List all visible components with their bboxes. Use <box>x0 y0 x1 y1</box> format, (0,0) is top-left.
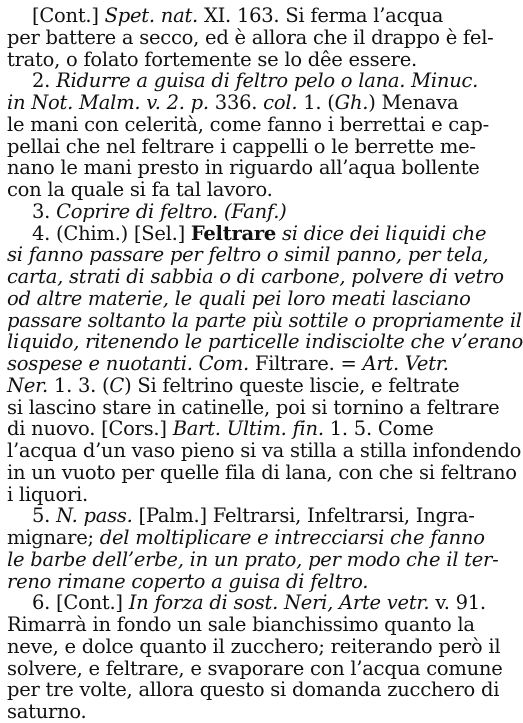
text-run: nano le mani presto in riguardo all’aqua bollente <box>7 156 480 180</box>
text-run: mignare; <box>7 526 100 549</box>
text-run: i liquori. <box>7 482 88 506</box>
text-line <box>0 201 472 223</box>
text-run: saturno. <box>7 700 87 723</box>
text-run: 5. <box>32 504 57 528</box>
text-line <box>0 375 472 397</box>
entry-text <box>0 4 523 723</box>
text-line <box>0 484 472 506</box>
text-run: 1. 3. ( <box>47 373 110 397</box>
italic-run: passare soltanto la parte più sottile o propriamente il <box>7 308 522 332</box>
text-run: v. 91. <box>429 591 486 615</box>
text-run: 6. [Cont.] <box>32 591 129 615</box>
text-line <box>0 504 475 528</box>
text-run: di nuovo. [Cors.] <box>7 417 173 441</box>
text-run: solvere, e feltrare, e svaporare con l’acqua comune <box>7 656 503 680</box>
text-line <box>0 571 472 593</box>
text-run: per battere a secco, ed è allora che il drappo è fel- <box>7 25 494 49</box>
text-run: le mani con celerità, come fanno i berrettai e cap- <box>7 112 489 136</box>
text-run: 336. <box>208 91 264 114</box>
text-line <box>0 330 523 354</box>
text-line <box>0 701 472 723</box>
text-run: in un vuoto per quelle fila di lana, con che si feltrano <box>7 460 517 484</box>
headword: Feltrare <box>190 221 277 245</box>
italic-run: Coprire di feltro. (Fanf.) <box>56 199 287 223</box>
text-run: trato, o folato fortemente se lo dêe essere. <box>7 47 417 71</box>
text-run: [Palm.] Feltrarsi, Infeltrarsi, Ingra- <box>132 504 475 528</box>
text-line <box>0 353 472 375</box>
italic-run: Spet. nat. <box>104 4 199 27</box>
text-line <box>0 243 489 267</box>
text-line <box>0 591 486 615</box>
text-line <box>0 5 472 27</box>
text-line <box>0 634 501 658</box>
text-run: XI. 163. Si ferma l’acqua <box>198 4 444 27</box>
italic-run: in Not. Malm. v. 2. p. <box>7 91 209 114</box>
text-line <box>0 25 494 49</box>
italic-run: Art. Vetr. <box>362 352 449 375</box>
text-line <box>0 613 475 636</box>
text-line <box>0 418 472 440</box>
text-line <box>0 265 504 288</box>
italic-run: si dice dei liquidi che <box>276 221 487 245</box>
text-run: pellai che nel feltrare i cappelli o le berrette me- <box>7 134 476 158</box>
text-line <box>0 179 472 201</box>
text-line <box>0 395 500 419</box>
italic-run: carta, strati di sabbia o di carbone, polvere di vetro <box>7 265 504 288</box>
italic-run: Bart. Ultim. fin. <box>172 417 324 441</box>
text-line <box>0 308 522 332</box>
text-line <box>0 678 500 702</box>
text-run: [Cont.] <box>32 4 105 27</box>
italic-run: Ner. <box>7 373 48 397</box>
text-line <box>0 439 522 462</box>
text-line <box>0 656 503 680</box>
text-line <box>0 92 472 114</box>
text-line <box>0 288 472 310</box>
text-run: si lascino stare in catinelle, poi si tornino a feltrare <box>7 395 500 419</box>
text-run: Filtrare. = <box>248 352 363 375</box>
italic-run: sospese e nuotanti. Com. <box>7 352 249 375</box>
text-run: con la quale si fa tal lavoro. <box>7 178 273 201</box>
text-run: 1. 5. Come <box>323 417 434 441</box>
text-run: 3. <box>32 199 57 223</box>
italic-run: C <box>109 373 125 397</box>
text-line <box>0 69 479 93</box>
text-line <box>0 134 476 158</box>
italic-run: Gh. <box>334 91 369 114</box>
italic-run: reno rimane coperto a guisa di feltro. <box>7 569 369 593</box>
italic-run: del moltiplicare e intrecciarsi che fanno <box>99 526 485 549</box>
italic-run: liquido, ritenendo le particelle indisciolte che v’erano <box>7 330 523 354</box>
italic-run: od altre materie, le quali pei loro meati lasciano <box>7 286 471 310</box>
text-line <box>0 547 499 571</box>
text-line <box>0 526 485 549</box>
text-run: l’acqua d’un vaso pieno si va stilla a stilla infondendo <box>7 439 522 462</box>
text-run: neve, e dolce quanto il zucchero; reiterando però il <box>7 634 501 658</box>
text-run: 2. <box>32 69 57 93</box>
italic-run: si fanno passare per feltro o simil panno, per tela, <box>7 243 489 267</box>
italic-run: col. <box>263 91 298 114</box>
text-run: Rimarrà in fondo un sale bianchissimo quanto la <box>7 613 475 636</box>
text-line <box>0 221 487 245</box>
italic-run: N. pass. <box>56 504 133 528</box>
text-line <box>0 112 489 136</box>
italic-run: le barbe dell’erbe, in un prato, per modo che il ter- <box>7 547 499 571</box>
text-run: per tre volte, allora questo si domanda zucchero di <box>7 678 500 702</box>
text-run: 4. (Chim.) [Sel.] <box>32 221 191 245</box>
text-line <box>0 156 480 180</box>
italic-run: In forza di sost. Neri, Arte vetr. <box>128 591 430 615</box>
text-run: ) Si feltrino queste liscie, e feltrate <box>124 373 460 397</box>
italic-run: Ridurre a guisa di feltro pelo o lana. Minuc. <box>56 69 479 93</box>
text-run: 1. ( <box>297 91 335 114</box>
text-line <box>0 460 517 484</box>
text-line <box>0 49 472 71</box>
text-run: ) Menava <box>368 91 459 114</box>
